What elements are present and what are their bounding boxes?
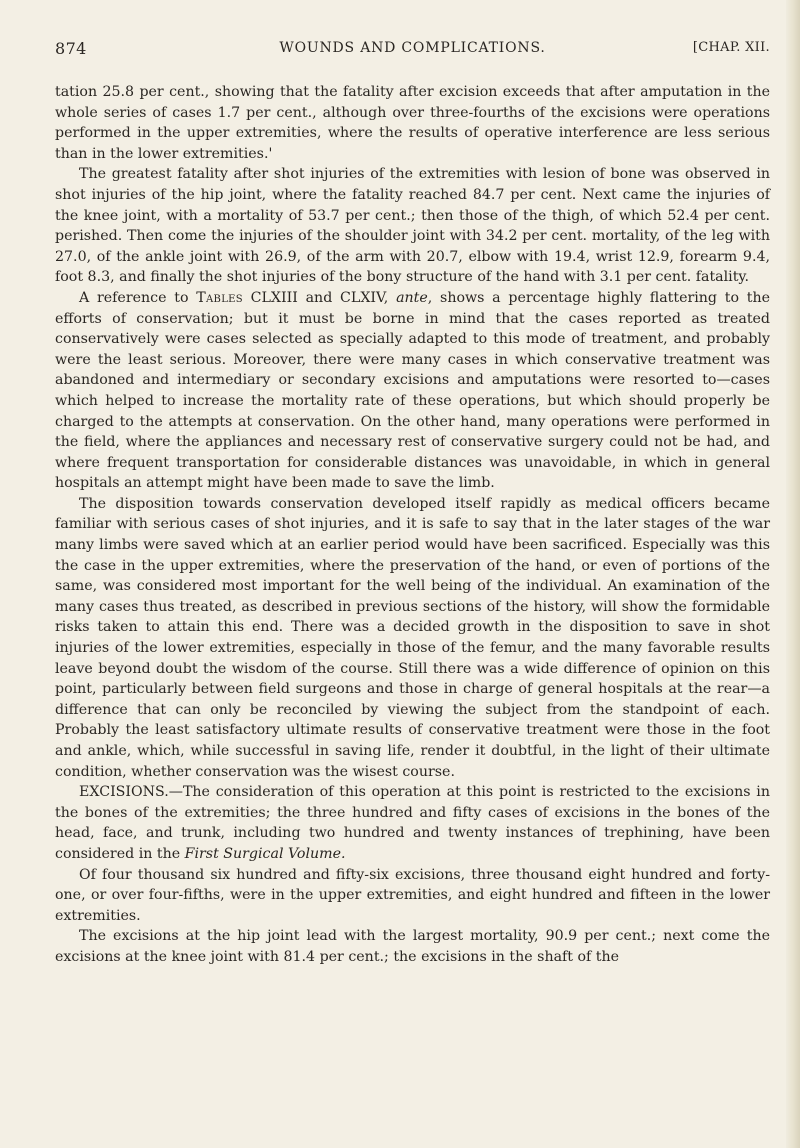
- text-run: tation 25.8 per cent., showing that the fatality after excision exceeds that after amputation in the whole series of cases 1.7 per cent., although over three-fourths of the excisions were operations performed in the upper extremities, where the results of operative interference are less serious than in the lower extremities.': [55, 84, 770, 162]
- page-edge-shadow: [786, 0, 800, 1148]
- text-run: The greatest fatality after shot injuries of the extremities with lesion of bone was observed in shot injuries of the hip joint, where the fatality reached 84.7 per cent. Next came the injuries of the knee joint, with a mortality of 53.7 per cent.; then those of the thigh, of which 52.4 per cent. perished. Then come the injuries of the shoulder joint with 34.2 per cent. mortality, of the leg with 27.0, of the ankle joint with 26.9, of the arm with 20.7, elbow with 19.4, wrist 12.9, forearm 9.4, foot 8.3, and finally the shot injuries of the bony structure of the hand with 3.1 per cent. fatality.: [55, 166, 770, 286]
- paragraph-p5: [55, 782, 770, 864]
- running-title: WOUNDS AND COMPLICATIONS.: [279, 40, 546, 56]
- paragraph-p7: [55, 926, 770, 967]
- paragraph-p6: [55, 865, 770, 927]
- text-run: CLXIII and CLXIV,: [242, 289, 397, 306]
- text-run: The disposition towards conservation developed itself rapidly as medical officers became familiar with serious cases of shot injuries, and it is safe to say that in the later stages of the war many limbs were saved which at an earlier period would have been sacrificed. Especially was this the case in the upper extremities, where the preservation of the hand, or even of portions of the same, was considered most important for the well being of the individual. An examination of the many cases thus treated, as described in previous sections of the history, will show the formidable risks taken to attain this end. There was a decided growth in the disposition to save in shot injuries of the lower extremities, especially in those of the femur, and the many favorable results leave beyond doubt the wisdom of the course. Still there was a wide difference of opinion on this point, particularly between field surgeons and those in charge of general hospitals at the rear—a difference that can only be reconciled by viewing the subject from the standpoint of each. Probably the least satisfactory ultimate results of conservative treatment were those in the foot and ankle, which, while successful in saving life, render it doubtful, in the light of their ultimate condition, whether conservation was the wisest course.: [55, 495, 770, 780]
- text-run: EXCISIONS.—The consideration of this operation at this point is restricted to the excisions in the bones of the extremities; the three hundred and fifty cases of excisions in the bones of the head, face, and trunk, including two hundred and twenty instances of trephining, have been considered in the: [55, 784, 770, 862]
- text-run: A reference to: [79, 289, 197, 306]
- chapter-label: [CHAP. XII.: [692, 40, 770, 55]
- text-run: Tables: [196, 289, 243, 306]
- text-run: ante: [396, 289, 428, 306]
- text-run: Of four thousand six hundred and fifty-six excisions, three thousand eight hundred and forty-one, or over four-fifths, were in the upper extremities, and eight hundred and fifteen in the lower extremities.: [55, 866, 770, 924]
- text-run: First Surgical Volume.: [184, 845, 346, 862]
- text-run: The excisions at the hip joint lead with the largest mortality, 90.9 per cent.; next come the excisions at the knee joint with 81.4 per cent.; the excisions in the shaft of the: [55, 928, 770, 965]
- paragraph-p2: [55, 164, 770, 288]
- paragraph-p4: [55, 494, 770, 782]
- body-text: [55, 82, 770, 968]
- text-run: , shows a percentage highly flattering to the efforts of conservation; but it must be borne in mind that the cases reported as treated conservatively were cases selected as specially adapted to this mode of treatment, and probably were the least serious. Moreover, there were many cases in which conservative treatment was abandoned and intermediary or secondary excisions and amputations were resorted to—cases which helped to increase the mortality rate of these operations, but which should properly be charged to the attempts at conservation. On the other hand, many operations were performed in the field, where the appliances and necessary rest of conservative surgery could not be had, and where frequent transportation for considerable distances was unavoidable, in which in general hospitals an attempt might have been made to save the limb.: [55, 289, 770, 492]
- paragraph-p1: [55, 82, 770, 164]
- page-number: 874: [55, 39, 87, 58]
- paragraph-p3: [55, 288, 770, 494]
- running-header: [55, 39, 770, 61]
